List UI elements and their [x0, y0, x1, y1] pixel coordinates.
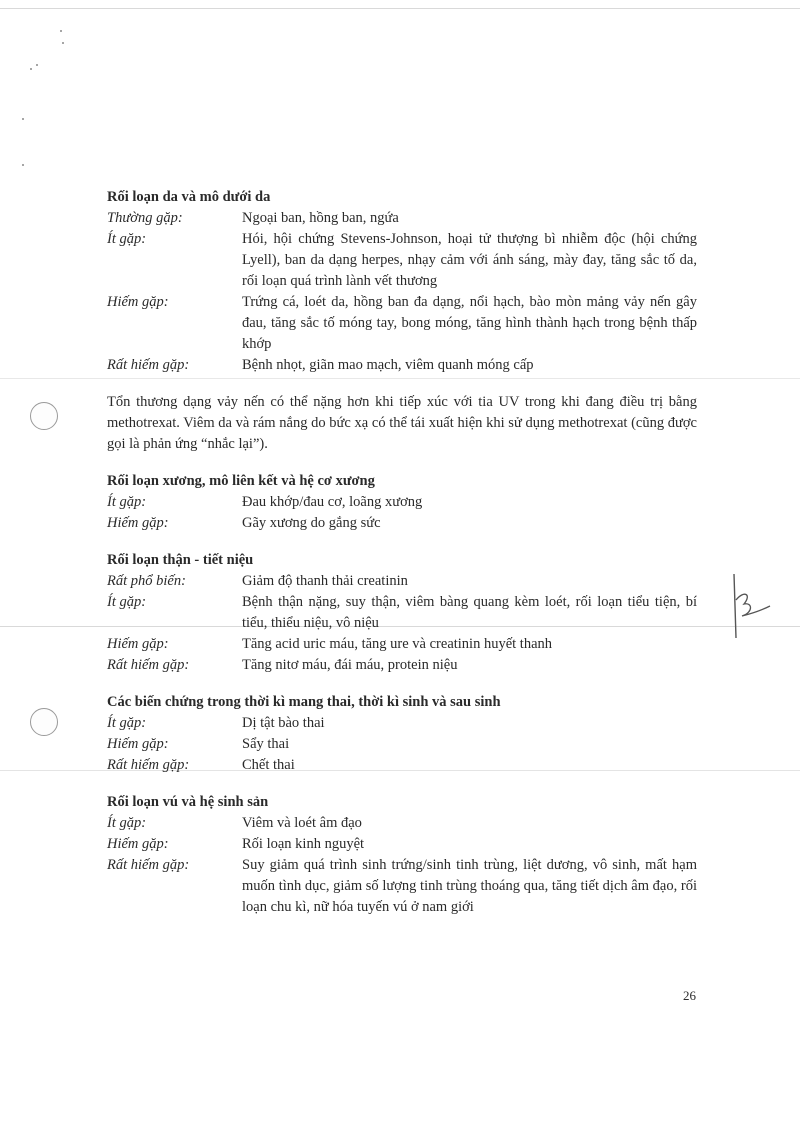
list-item [107, 355, 697, 376]
speck [60, 30, 62, 32]
list-item [107, 734, 697, 755]
scan-line [0, 8, 800, 9]
punch-hole [30, 708, 58, 736]
list-item [107, 755, 697, 776]
list-item [107, 571, 697, 592]
speck [62, 42, 64, 44]
effect-text: Bệnh nhọt, giãn mao mạch, viêm quanh móng cấp [242, 357, 534, 373]
effect-text: Chết thai [242, 757, 295, 773]
effect-text: Trứng cá, loét da, hồng ban đa dạng, nổi hạch, bào mòn mảng vảy nến gây đau, tăng sắc tố móng tay, bong móng, tăng hình thành hạch trong bệnh thấp khớp [242, 294, 697, 352]
frequency-label: Hiếm gặp: [107, 836, 169, 852]
section-title: Rối loạn thận - tiết niệu [107, 552, 254, 568]
effect-text: Dị tật bào thai [242, 715, 325, 731]
speck [36, 64, 38, 66]
effect-text: Giảm độ thanh thải creatinin [242, 573, 408, 589]
effect-text: Viêm và loét âm đạo [242, 815, 362, 831]
effect-text: Tăng acid uric máu, tăng ure và creatinin huyết thanh [242, 636, 553, 652]
frequency-label: Hiếm gặp: [107, 515, 169, 531]
section-skin [107, 187, 697, 376]
document-body [107, 187, 697, 934]
list-item [107, 655, 697, 676]
section-title: Rối loạn da và mô dưới da [107, 189, 271, 205]
list-item [107, 634, 697, 655]
body-paragraph: Tổn thương dạng vảy nến có thể nặng hơn khi tiếp xúc với tia UV trong khi đang điều trị bằng methotrexat. Viêm da và rám nắng do bức xạ có thể tái xuất hiện khi sử dụng methotrexat (cũng được gọi là phản ứng “nhắc lại”). [107, 394, 697, 452]
effect-text: Sẩy thai [242, 736, 290, 752]
effect-text: Hói, hội chứng Stevens-Johnson, hoại tử thượng bì nhiễm độc (hội chứng Lyell), ban da dạng herpes, nhạy cảm với ánh sáng, mày đay, tăng sắc tố da, rối loạn quá trình lành vết thương [242, 231, 697, 289]
effect-text: Gãy xương do gắng sức [242, 515, 381, 531]
list-item [107, 834, 697, 855]
effect-text: Rối loạn kinh nguyệt [242, 836, 365, 852]
frequency-label: Rất hiếm gặp: [107, 857, 190, 873]
list-item [107, 813, 697, 834]
frequency-label: Ít gặp: [107, 715, 147, 731]
punch-hole [30, 402, 58, 430]
section-title: Rối loạn xương, mô liên kết và hệ cơ xương [107, 473, 375, 489]
frequency-label: Rất hiếm gặp: [107, 657, 190, 673]
frequency-label: Ít gặp: [107, 231, 147, 247]
frequency-label: Ít gặp: [107, 494, 147, 510]
frequency-label: Ít gặp: [107, 594, 147, 610]
frequency-label: Rất hiếm gặp: [107, 757, 190, 773]
frequency-label: Hiếm gặp: [107, 294, 169, 310]
section-title: Rối loạn vú và hệ sinh sản [107, 794, 269, 810]
frequency-label: Rất phổ biến: [107, 573, 186, 589]
section-renal [107, 550, 697, 676]
page-number: 26 [683, 988, 696, 1003]
list-item [107, 229, 697, 292]
section-musculoskeletal [107, 471, 697, 534]
list-item [107, 513, 697, 534]
section-reproductive [107, 792, 697, 918]
effect-text: Suy giảm quá trình sinh trứng/sinh tinh trùng, liệt dương, vô sinh, mất hạm muốn tình dục, giảm số lượng tinh trùng thoáng qua, tăng tiết dịch âm đạo, rối loạn chu kì, nữ hóa tuyến vú ở nam giới [242, 857, 697, 915]
section-title: Các biến chứng trong thời kì mang thai, thời kì sinh và sau sinh [107, 694, 501, 710]
speck [22, 118, 24, 120]
list-item [107, 492, 697, 513]
section-pregnancy [107, 692, 697, 776]
list-item [107, 713, 697, 734]
list-item [107, 292, 697, 355]
list-item [107, 208, 697, 229]
list-item [107, 855, 697, 918]
speck [22, 164, 24, 166]
frequency-label: Ít gặp: [107, 815, 147, 831]
frequency-label: Thường gặp: [107, 210, 183, 226]
list-item [107, 592, 697, 634]
effect-text: Ngoại ban, hồng ban, ngứa [242, 210, 399, 226]
signature-mark [722, 572, 772, 642]
effect-text: Đau khớp/đau cơ, loãng xương [242, 494, 423, 510]
frequency-label: Hiếm gặp: [107, 736, 169, 752]
effect-text: Bệnh thận nặng, suy thận, viêm bàng quang kèm loét, rối loạn tiểu tiện, bí tiểu, thiểu niệu, vô niệu [242, 594, 697, 631]
frequency-label: Rất hiếm gặp: [107, 357, 190, 373]
frequency-label: Hiếm gặp: [107, 636, 169, 652]
speck [30, 68, 32, 70]
effect-text: Tăng nitơ máu, đái máu, protein niệu [242, 657, 458, 673]
